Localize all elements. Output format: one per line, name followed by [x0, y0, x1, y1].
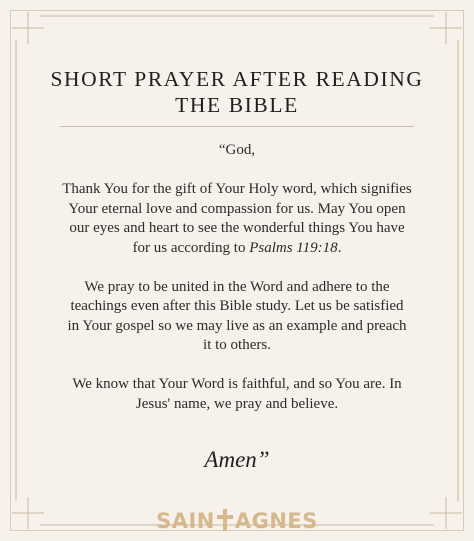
scripture-reference: Psalms 119:18 [249, 239, 338, 256]
site-logo [0, 509, 474, 533]
prayer-opening: “God, [218, 142, 256, 158]
prayer-line: Thank You for the gift of Your Holy word, which signifies [62, 181, 412, 197]
title-line-2: THE BIBLE [175, 93, 299, 117]
prayer-line: We know that Your Word is faithful, and so You are. In [72, 376, 402, 392]
prayer-body [10, 141, 464, 434]
logo-text-right: AGNES [234, 509, 318, 533]
prayer-closing: Amen” [204, 447, 270, 472]
prayer-paragraph-3 [10, 375, 464, 414]
prayer-line: teachings even after this Bible study. Let us be satisfied [70, 298, 404, 314]
prayer-paragraph-2 [10, 278, 464, 356]
cross-icon [217, 509, 233, 531]
prayer-line: our eyes and heart to see the wonderful things You have [69, 220, 405, 236]
prayer-line-text: for us according to [132, 239, 250, 256]
title-line-1: SHORT PRAYER AFTER READING [50, 67, 424, 91]
page-title [0, 66, 474, 118]
prayer-line: it to others. [203, 337, 271, 353]
prayer-line: Jesus' name, we pray and believe. [135, 395, 339, 412]
title-divider [60, 126, 414, 127]
prayer-paragraph-1 [10, 180, 464, 258]
prayer-line-punct: . [337, 239, 342, 256]
prayer-line [10, 239, 464, 259]
prayer-line: Your eternal love and compassion for us. May You open [68, 200, 406, 217]
prayer-line: in Your gospel so we may live as an example and preach [67, 317, 407, 334]
logo-text-left: SAIN [156, 509, 215, 533]
prayer-line: We pray to be united in the Word and adhere to the [84, 278, 390, 295]
